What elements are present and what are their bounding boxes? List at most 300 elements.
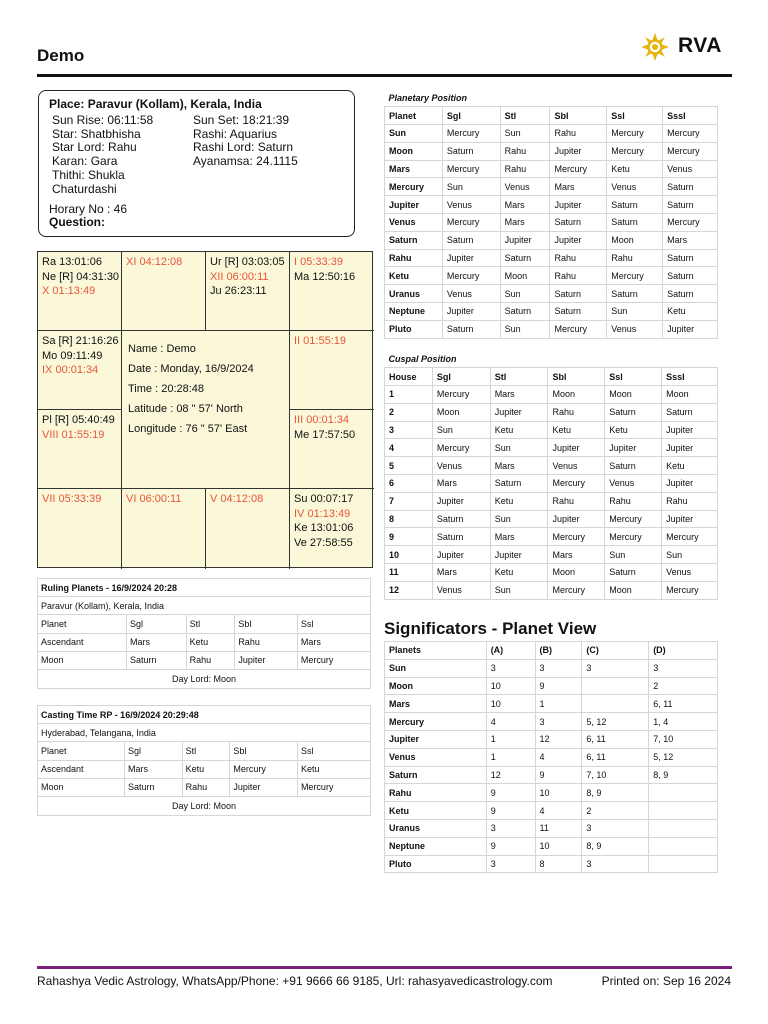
chart-cell — [126, 255, 182, 270]
house-cusp-entry: X 01:13:49 — [42, 285, 96, 297]
table-cell: Mercury — [297, 651, 370, 669]
table-row — [385, 855, 718, 873]
table-cell: Saturn — [385, 766, 487, 784]
table-row — [38, 633, 370, 651]
table-row — [385, 492, 718, 510]
casting-time-panel — [37, 705, 371, 816]
table-cell: Venus — [432, 581, 490, 599]
chart-grid-line — [38, 488, 374, 489]
table-cell: Ascendant — [38, 633, 126, 651]
table-cell: 4 — [535, 802, 582, 820]
table-row — [38, 760, 370, 778]
table-cell: 9 — [486, 802, 535, 820]
place-info-box — [38, 90, 355, 237]
table-cell: Mercury — [548, 528, 605, 546]
table-cell: 1 — [486, 730, 535, 748]
table-cell — [649, 819, 718, 837]
column-header: Sssl — [662, 368, 718, 386]
table-cell: Jupiter — [548, 439, 605, 457]
table-cell — [649, 855, 718, 873]
table-cell: 8, 9 — [582, 784, 649, 802]
star: Star: Shatbhisha — [52, 126, 141, 141]
table-cell: Mercury — [548, 581, 605, 599]
table-cell: Pluto — [385, 320, 443, 338]
table-cell: Mercury — [607, 142, 663, 160]
table-cell: Saturn — [663, 196, 718, 214]
table-cell: Mars — [500, 196, 550, 214]
chart-grid-line — [205, 488, 206, 569]
table-cell: Rahu — [550, 267, 607, 285]
ruling-day-lord: Day Lord: Moon — [171, 673, 237, 684]
table-cell: Moon — [38, 778, 124, 796]
table-cell: 3 — [649, 659, 718, 677]
table-cell: Sun — [500, 125, 550, 143]
chart-cell — [294, 413, 355, 442]
table-cell: Ketu — [607, 160, 663, 178]
column-header: Stl — [500, 107, 550, 125]
table-cell: Saturn — [605, 564, 662, 582]
table-row — [385, 403, 718, 421]
table-cell: Venus — [607, 320, 663, 338]
rashi-lord: Rashi Lord: Saturn — [193, 140, 294, 155]
table-cell: Mercury — [662, 528, 718, 546]
table-cell: Rahu — [385, 784, 487, 802]
table-cell: Moon — [605, 581, 662, 599]
chart-grid-line — [121, 488, 122, 569]
table-cell: 6 — [385, 475, 433, 493]
table-cell: 4 — [535, 748, 582, 766]
table-row — [385, 510, 718, 528]
table-cell: 1 — [385, 386, 433, 404]
table-cell: 10 — [385, 546, 433, 564]
table-cell: Mars — [490, 386, 548, 404]
table-row — [385, 303, 718, 321]
table-header-row — [385, 107, 718, 125]
table-row — [385, 564, 718, 582]
table-cell: Saturn — [442, 231, 500, 249]
column-header: Planet — [38, 742, 124, 760]
planet-entry: Ju 26:23:11 — [210, 285, 267, 297]
table-cell: Saturn — [550, 214, 607, 232]
table-cell: Mercury — [663, 142, 718, 160]
table-cell: Saturn — [605, 457, 662, 475]
table-cell: 5, 12 — [649, 748, 718, 766]
table-cell: 9 — [486, 784, 535, 802]
table-cell: Pluto — [385, 855, 487, 873]
table-row — [385, 231, 718, 249]
chart-cell — [210, 255, 285, 299]
table-cell: Jupiter — [230, 778, 298, 796]
table-row — [38, 778, 370, 796]
table-cell: Jupiter — [662, 439, 718, 457]
table-cell: 8 — [535, 855, 582, 873]
table-cell: 2 — [649, 677, 718, 695]
chart-grid-line — [121, 330, 122, 488]
page-title: Demo — [37, 46, 85, 65]
table-row — [385, 421, 718, 439]
table-cell: Jupiter — [548, 510, 605, 528]
table-cell: Mars — [432, 564, 490, 582]
table-cell: Moon — [548, 386, 605, 404]
table-cell: 7, 10 — [649, 730, 718, 748]
table-row — [385, 386, 718, 404]
table-row — [38, 651, 370, 669]
column-header: Stl — [490, 368, 548, 386]
table-cell: 9 — [535, 766, 582, 784]
cuspal-caption: Cuspal Position — [388, 353, 457, 364]
table-cell: Mars — [385, 695, 487, 713]
table-cell: Saturn — [490, 475, 548, 493]
table-cell — [582, 677, 649, 695]
table-row — [385, 802, 718, 820]
column-header: (A) — [486, 642, 535, 660]
planet-entry: Mo 09:11:49 — [42, 349, 103, 362]
table-cell: Sun — [662, 546, 718, 564]
ruling-planets-title: Ruling Planets - 16/9/2024 20:28 — [38, 579, 370, 597]
table-cell: Rahu — [548, 403, 605, 421]
table-cell: 3 — [486, 819, 535, 837]
table-cell: Saturn — [124, 778, 182, 796]
table-cell: Rahu — [235, 633, 298, 651]
table-cell: Mercury — [607, 125, 663, 143]
table-cell: Jupiter — [662, 421, 718, 439]
table-cell: 11 — [535, 819, 582, 837]
table-header-row — [38, 615, 370, 633]
table-cell: Jupiter — [385, 196, 443, 214]
table-row — [385, 695, 718, 713]
table-cell: Mars — [124, 760, 182, 778]
rva-logo — [640, 32, 730, 62]
table-cell: Mercury — [663, 214, 718, 232]
house-cusp-entry: VIII 01:55:19 — [42, 428, 105, 441]
planet-entry: Ur [R] 03:03:05 — [210, 256, 285, 268]
table-cell: Mercury — [385, 713, 487, 731]
ruling-planets-panel — [37, 578, 371, 689]
column-header: Ssl — [297, 615, 370, 633]
table-cell: Jupiter — [663, 320, 718, 338]
casting-time-table — [38, 742, 370, 797]
table-cell: 6, 11 — [582, 730, 649, 748]
table-cell: Sun — [605, 546, 662, 564]
table-cell: Jupiter — [442, 303, 500, 321]
table-cell: 12 — [486, 766, 535, 784]
table-cell: Mars — [490, 457, 548, 475]
table-row — [385, 837, 718, 855]
table-cell: Jupiter — [550, 142, 607, 160]
column-header: Sbl — [235, 615, 298, 633]
chart-grid-line — [289, 252, 290, 569]
table-cell: Rahu — [500, 142, 550, 160]
table-row — [385, 196, 718, 214]
footer-printed-date: Printed on: Sep 16 2024 — [601, 974, 731, 988]
table-cell — [649, 837, 718, 855]
table-cell: Mercury — [548, 475, 605, 493]
planetary-position-table — [384, 89, 718, 339]
table-cell: Venus — [385, 748, 487, 766]
table-cell: Jupiter — [662, 475, 718, 493]
table-cell: Ketu — [548, 421, 605, 439]
table-cell: 3 — [486, 855, 535, 873]
ruling-planets-place: Paravur (Kollam), Kerala, India — [38, 597, 370, 615]
table-row — [385, 784, 718, 802]
planet-entry: Me 17:57:50 — [294, 428, 356, 441]
column-header: Sssl — [663, 107, 718, 125]
column-header: Planets — [385, 642, 487, 660]
table-row — [385, 178, 718, 196]
planet-entry: Pl [R] 05:40:49 — [42, 414, 115, 426]
column-header: (C) — [582, 642, 649, 660]
table-row — [385, 285, 718, 303]
chart-longitude: Longitude : 76 " 57' East — [128, 423, 248, 435]
table-cell: Mars — [548, 546, 605, 564]
table-cell: Venus — [432, 457, 490, 475]
table-cell: Rahu — [550, 249, 607, 267]
table-cell: Rahu — [607, 249, 663, 267]
table-cell: Neptune — [385, 303, 443, 321]
table-cell: Rahu — [605, 492, 662, 510]
chart-cell — [126, 492, 181, 507]
table-cell: Sun — [500, 320, 550, 338]
planet-entry: Ve 27:58:55 — [294, 536, 353, 549]
column-header: Ssl — [297, 742, 370, 760]
table-row — [385, 748, 718, 766]
chart-cell — [42, 255, 119, 299]
planetary-caption: Planetary Position — [388, 92, 468, 103]
column-header: Sgl — [126, 615, 186, 633]
table-cell: Venus — [442, 196, 500, 214]
house-cusp-entry: II 01:55:19 — [294, 335, 346, 347]
table-cell: Saturn — [126, 651, 186, 669]
table-cell: Sun — [500, 285, 550, 303]
table-cell: 1 — [486, 748, 535, 766]
table-cell: 7 — [385, 492, 433, 510]
table-cell: Jupiter — [662, 510, 718, 528]
table-cell: Mercury — [605, 528, 662, 546]
sun-rise: Sun Rise: 06:11:58 — [52, 113, 154, 127]
chart-cell — [210, 492, 263, 507]
chart-cell — [294, 334, 346, 349]
table-cell: Ascendant — [38, 760, 124, 778]
table-cell: Ketu — [182, 760, 230, 778]
chart-grid-line — [289, 409, 374, 410]
table-cell: Mars — [297, 633, 370, 651]
table-cell: Moon — [385, 142, 443, 160]
table-cell: 7, 10 — [582, 766, 649, 784]
table-cell: Saturn — [607, 285, 663, 303]
table-cell: Mercury — [385, 178, 443, 196]
table-cell: Ketu — [385, 267, 443, 285]
table-row — [385, 546, 718, 564]
table-cell: Jupiter — [432, 546, 490, 564]
table-row — [385, 659, 718, 677]
table-cell: Jupiter — [605, 439, 662, 457]
table-cell: Venus — [662, 564, 718, 582]
table-cell — [649, 784, 718, 802]
question-label: Question: — [49, 215, 105, 229]
table-row — [385, 439, 718, 457]
table-cell: Moon — [432, 403, 490, 421]
table-cell: Mercury — [297, 778, 370, 796]
karan: Karan: Gara — [52, 154, 118, 169]
footer-divider — [37, 966, 732, 969]
table-cell: Saturn — [442, 320, 500, 338]
table-cell: Sun — [385, 125, 443, 143]
table-cell — [649, 802, 718, 820]
chart-grid-line — [205, 252, 206, 330]
table-cell: 2 — [385, 403, 433, 421]
table-cell: Mars — [385, 160, 443, 178]
table-row — [385, 581, 718, 599]
table-cell: Saturn — [550, 285, 607, 303]
horary-number: Horary No : 46 — [49, 202, 128, 216]
table-cell: Ketu — [490, 492, 548, 510]
chart-cell — [42, 492, 101, 507]
table-cell: Moon — [662, 386, 718, 404]
place-info-right — [193, 114, 298, 169]
table-cell: 3 — [486, 659, 535, 677]
table-cell: Jupiter — [490, 403, 548, 421]
table-cell: Mars — [432, 475, 490, 493]
table-row — [385, 528, 718, 546]
chart-grid-line — [121, 252, 122, 330]
thithi-name: Chaturdashi — [52, 181, 117, 196]
table-row — [385, 214, 718, 232]
table-cell: Saturn — [432, 528, 490, 546]
table-cell: Mercury — [607, 267, 663, 285]
table-cell: 12 — [385, 581, 433, 599]
column-header: Sbl — [548, 368, 605, 386]
table-cell: Saturn — [607, 196, 663, 214]
table-cell: Mercury — [663, 125, 718, 143]
table-cell: 3 — [535, 659, 582, 677]
table-cell: 12 — [535, 730, 582, 748]
table-cell: Sun — [490, 581, 548, 599]
house-cusp-entry: VI 06:00:11 — [126, 493, 182, 505]
house-cusp-entry: XI 04:12:08 — [126, 256, 183, 268]
table-cell: Rahu — [186, 651, 235, 669]
table-cell: Venus — [548, 457, 605, 475]
table-cell: Moon — [385, 677, 487, 695]
table-cell: 2 — [582, 802, 649, 820]
table-cell — [582, 695, 649, 713]
house-cusp-entry: III 00:01:34 — [294, 414, 350, 426]
table-cell: 3 — [385, 421, 433, 439]
table-cell: Mercury — [432, 439, 490, 457]
table-row — [385, 677, 718, 695]
table-cell: Rahu — [550, 125, 607, 143]
ruling-planets-table — [38, 615, 370, 670]
house-cusp-entry: I 05:33:39 — [294, 256, 343, 268]
table-cell: Rahu — [385, 249, 443, 267]
table-cell: Mercury — [442, 214, 500, 232]
table-cell: Mars — [500, 214, 550, 232]
column-header: (B) — [535, 642, 582, 660]
table-row — [385, 819, 718, 837]
table-cell: 3 — [535, 713, 582, 731]
table-cell: Uranus — [385, 285, 443, 303]
table-cell: Ketu — [663, 303, 718, 321]
column-header: Ssl — [605, 368, 662, 386]
table-cell: Venus — [442, 285, 500, 303]
table-cell: 10 — [535, 784, 582, 802]
table-cell: Saturn — [662, 403, 718, 421]
table-cell: Saturn — [605, 403, 662, 421]
house-cusp-entry: IV 01:13:49 — [294, 507, 351, 520]
table-cell: Venus — [385, 214, 443, 232]
planet-entry: Su 00:07:17 — [294, 493, 354, 505]
table-cell: Mercury — [662, 581, 718, 599]
table-cell: Jupiter — [442, 249, 500, 267]
table-row — [385, 267, 718, 285]
table-cell: Rahu — [500, 160, 550, 178]
table-cell: Ketu — [186, 633, 235, 651]
table-cell: 5 — [385, 457, 433, 475]
planet-entry: Ra 13:01:06 — [42, 256, 102, 268]
header-divider — [37, 74, 732, 77]
table-cell: 10 — [486, 695, 535, 713]
table-cell: Mercury — [432, 386, 490, 404]
table-cell: 6, 11 — [582, 748, 649, 766]
table-cell: Saturn — [663, 249, 718, 267]
table-cell: 11 — [385, 564, 433, 582]
chart-name: Name : Demo — [128, 343, 196, 355]
cuspal-position-table — [384, 350, 718, 600]
casting-time-place: Hyderabad, Telangana, India — [38, 724, 370, 742]
chart-cell — [42, 334, 118, 378]
table-cell: Saturn — [385, 231, 443, 249]
table-cell: Saturn — [663, 267, 718, 285]
table-cell: 9 — [486, 837, 535, 855]
table-cell: Rahu — [548, 492, 605, 510]
column-header: Stl — [182, 742, 230, 760]
thithi: Thithi: Shukla — [52, 167, 125, 182]
table-cell: Jupiter — [550, 231, 607, 249]
table-row — [385, 730, 718, 748]
table-cell: Uranus — [385, 819, 487, 837]
table-cell: Ketu — [385, 802, 487, 820]
sun-icon — [640, 32, 670, 62]
table-row — [385, 766, 718, 784]
table-cell: Jupiter — [550, 196, 607, 214]
table-cell: Mercury — [550, 160, 607, 178]
table-cell: Mercury — [442, 160, 500, 178]
table-cell: Jupiter — [490, 546, 548, 564]
table-cell: Rahu — [182, 778, 230, 796]
table-cell: Venus — [663, 160, 718, 178]
place-title: Place: Paravur (Kollam), Kerala, India — [49, 97, 262, 111]
planet-entry: Ne [R] 04:31:30 — [42, 270, 120, 283]
table-cell: Jupiter — [235, 651, 298, 669]
table-cell: Mars — [490, 528, 548, 546]
table-cell: 9 — [535, 677, 582, 695]
place-info-left — [52, 114, 153, 196]
star-lord: Star Lord: Rahu — [52, 140, 137, 155]
table-cell: Saturn — [500, 249, 550, 267]
chart-cell — [294, 255, 355, 284]
table-cell: 4 — [385, 439, 433, 457]
table-header-row — [38, 742, 370, 760]
table-cell: Saturn — [550, 303, 607, 321]
table-row — [385, 249, 718, 267]
table-cell: Sun — [490, 439, 548, 457]
column-header: Sgl — [124, 742, 182, 760]
planet-entry: Sa [R] 21:16:26 — [42, 335, 119, 347]
column-header: House — [385, 368, 433, 386]
table-row — [385, 475, 718, 493]
table-cell: Venus — [500, 178, 550, 196]
planet-entry: Ke 13:01:06 — [294, 522, 354, 534]
table-cell: Saturn — [663, 178, 718, 196]
